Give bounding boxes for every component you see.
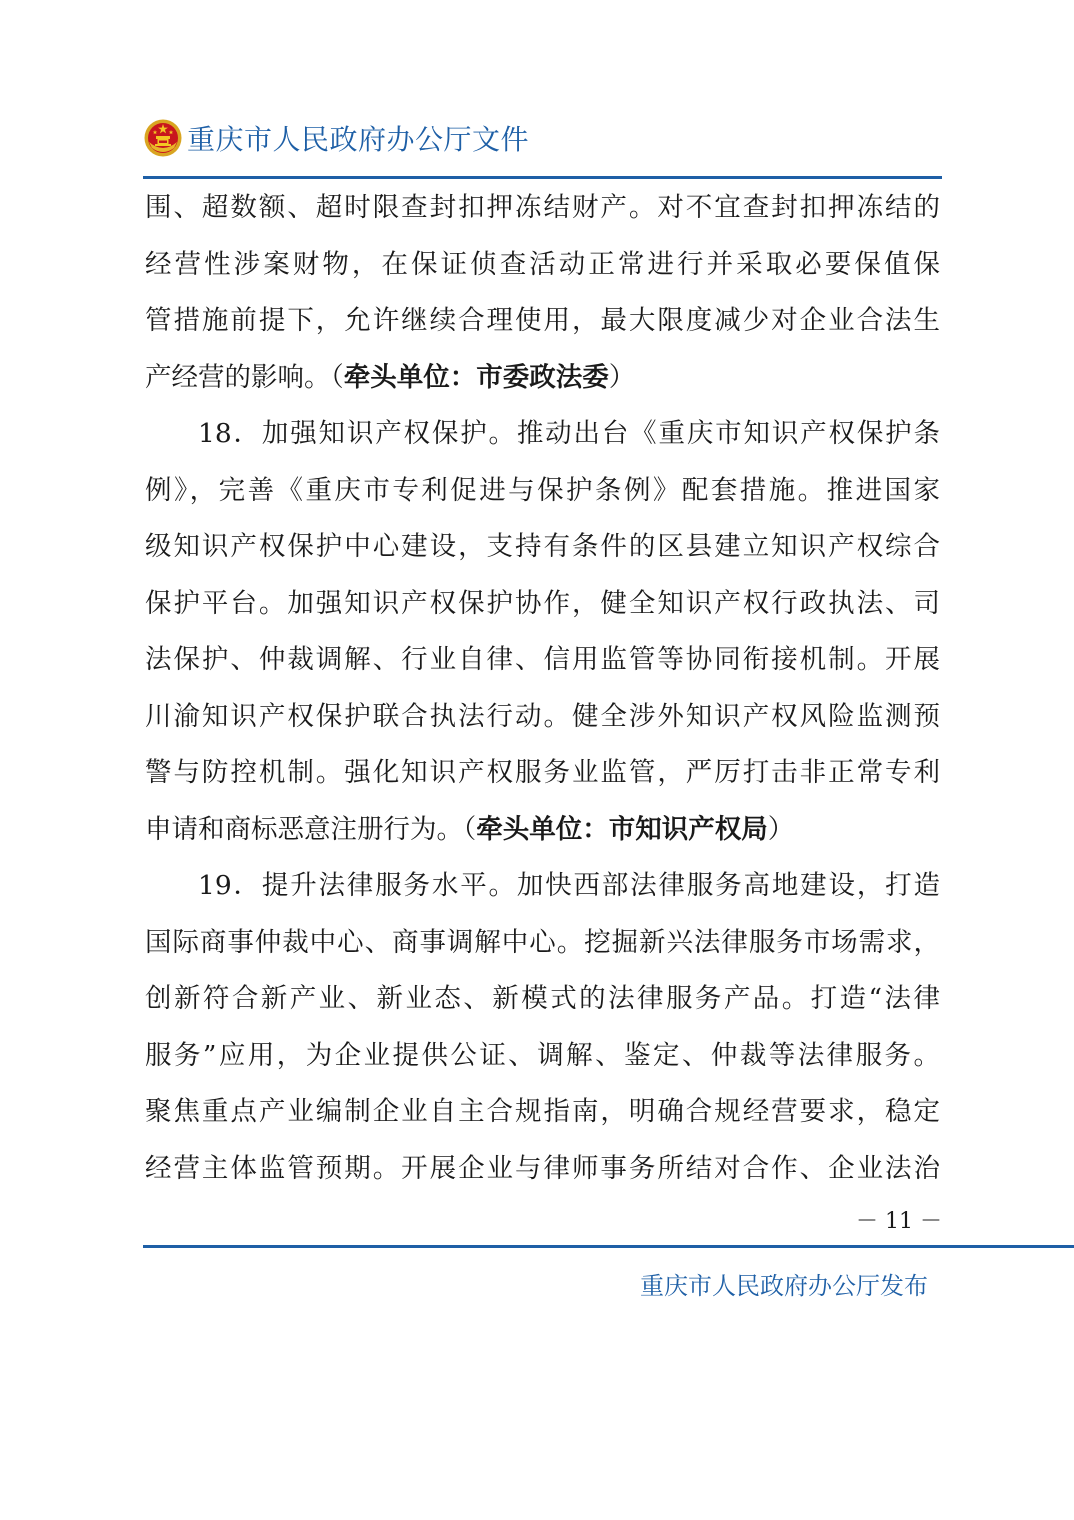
text-line: 创新符合新产业、新业态、新模式的法律服务产品。打造“法律: [145, 983, 940, 1014]
header-title: 重庆市人民政府办公厅文件: [187, 123, 530, 156]
text-line: 法保护、仲裁调解、行业自律、信用监管等协同衔接机制。开展: [145, 644, 940, 675]
footer-divider: [143, 1245, 1074, 1248]
text-line: 例》，完善《重庆市专利促进与保护条例》配套措施。推进国家: [145, 474, 940, 506]
text-line: 经营主体监管预期。开展企业与律师事务所结对合作、企业法治: [145, 1152, 940, 1184]
paren-open: 产经营的影响。（: [145, 361, 344, 393]
text-line: 保护平台。加强知识产权保护协作，健全知识产权行政执法、司: [145, 587, 940, 619]
text-line: 川渝知识产权保护联合执法行动。健全涉外知识产权风险监测预: [145, 700, 940, 732]
lead-unit-note: 牵头单位：市委政法委: [343, 361, 609, 393]
paren-open: 申请和商标恶意注册行为。（: [145, 813, 477, 845]
footer-publisher: 重庆市人民政府办公厅发布: [640, 1272, 928, 1300]
header-divider: [143, 176, 942, 179]
national-emblem-icon: [143, 118, 183, 158]
text-line: [145, 350, 940, 407]
text-line: 经营性涉案财物，在保证侦查活动正常进行并采取必要保值保: [145, 248, 940, 280]
page-number: － 11 －: [856, 1209, 942, 1234]
text-line: [145, 802, 940, 859]
paren-close: ）: [767, 813, 795, 845]
text-line: 管措施前提下，允许继续合理使用，最大限度减少对企业合法生: [145, 305, 940, 336]
paren-close: ）: [608, 361, 636, 393]
text-line: 国际商事仲裁中心、商事调解中心。挖掘新兴法律服务市场需求，: [145, 926, 940, 958]
document-body: [145, 180, 940, 1197]
text-line: 围、超数额、超时限查封扣押冻结财产。对不宜查封扣押冻结的: [145, 192, 940, 223]
text-line: 级知识产权保护中心建设，支持有条件的区县建立知识产权综合: [145, 531, 940, 562]
text-line: 警与防控机制。强化知识产权服务业监管，严厉打击非正常专利: [145, 757, 940, 788]
text-line: 聚焦重点产业编制企业自主合规指南，明确合规经营要求，稳定: [145, 1096, 940, 1127]
lead-unit-note: 牵头单位：市知识产权局: [476, 813, 768, 845]
text-line: 18．加强知识产权保护。推动出台《重庆市知识产权保护条: [198, 418, 940, 449]
text-line: 服务”应用，为企业提供公证、调解、鉴定、仲裁等法律服务。: [145, 1039, 940, 1071]
text-line: 19．提升法律服务水平。加快西部法律服务高地建设，打造: [198, 870, 940, 901]
document-header: [143, 118, 529, 158]
